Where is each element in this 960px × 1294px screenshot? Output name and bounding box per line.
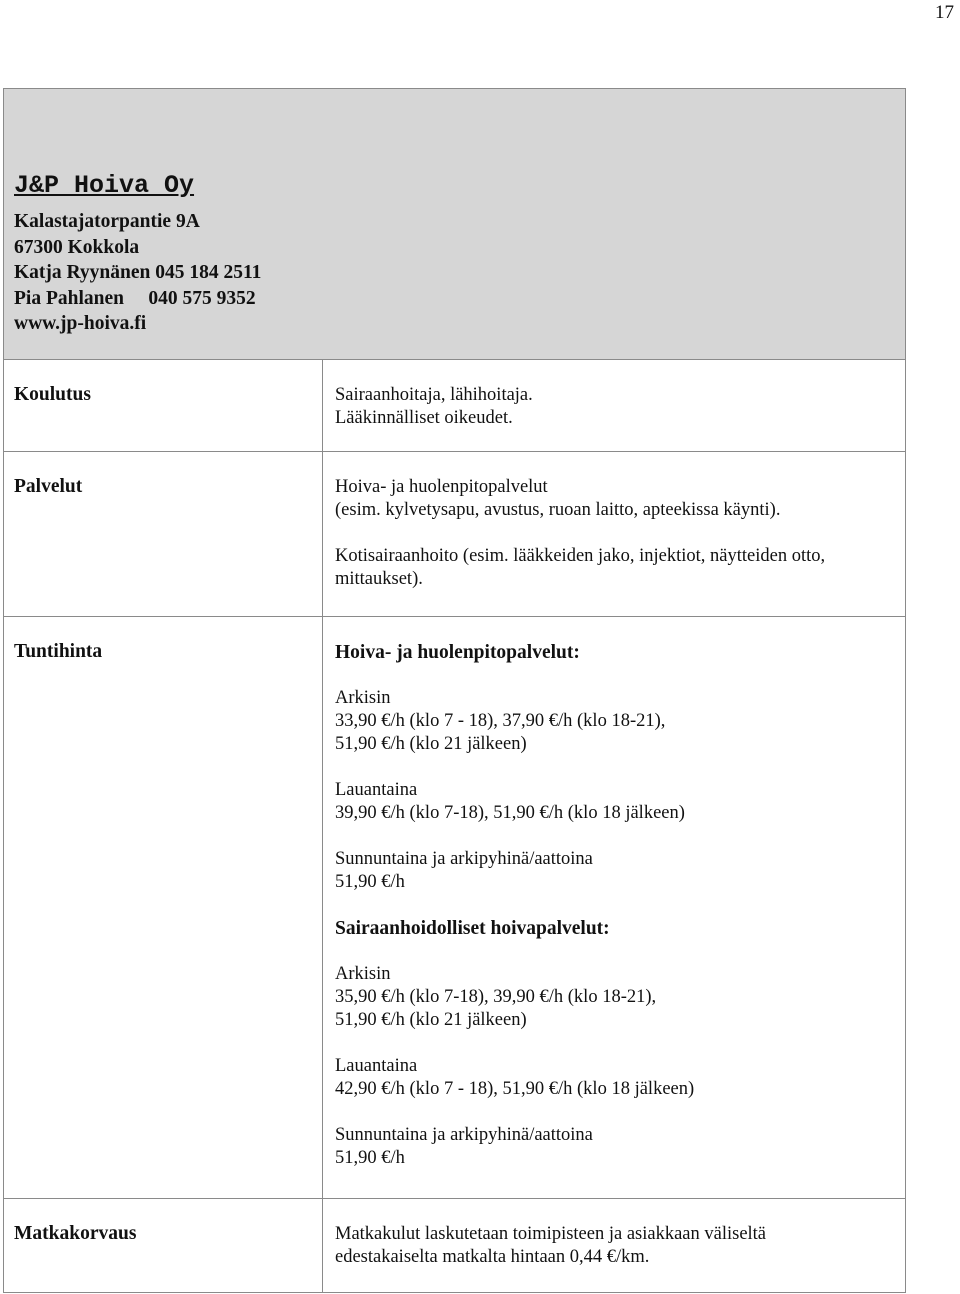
row-label-matkakorvaus: Matkakorvaus — [14, 1223, 137, 1244]
row-koulutus — [4, 360, 905, 452]
page-number: 17 — [935, 2, 954, 23]
palvelut-line: Hoiva- ja huolenpitopalvelut — [335, 477, 548, 497]
column-divider — [322, 452, 323, 616]
row-content-palvelut — [335, 476, 895, 591]
price-line: 42,90 €/h (klo 7 - 18), 51,90 €/h (klo 18 jälkeen) — [335, 1079, 695, 1099]
koulutus-line: Lääkinnälliset oikeudet. — [335, 408, 513, 428]
row-content-koulutus — [335, 384, 895, 430]
price-day-label: Lauantaina — [335, 780, 418, 800]
palvelut-line: (esim. kylvetysapu, avustus, ruoan laitto, apteekissa käynti). — [335, 500, 781, 520]
column-divider — [322, 360, 323, 451]
company-name: J&P Hoiva Oy — [14, 171, 195, 200]
koulutus-line: Sairaanhoitaja, lähihoitaja. — [335, 385, 533, 405]
row-matkakorvaus — [4, 1199, 905, 1292]
matkakorvaus-line: edestakaiselta matkalta hintaan 0,44 €/km. — [335, 1247, 650, 1267]
column-divider — [322, 617, 323, 1198]
price-day-label: Sunnuntaina ja arkipyhinä/aattoina — [335, 849, 593, 869]
company-details — [14, 209, 261, 337]
row-content-tuntihinta — [335, 641, 895, 1170]
row-label-koulutus: Koulutus — [14, 384, 91, 405]
price-day-label: Arkisin — [335, 964, 391, 984]
company-address: Kalastajatorpantie 9A — [14, 211, 200, 232]
price-day-label: Arkisin — [335, 688, 391, 708]
price-line: 51,90 €/h — [335, 872, 405, 892]
price-line: 35,90 €/h (klo 7-18), 39,90 €/h (klo 18-21), — [335, 987, 657, 1007]
row-label-tuntihinta: Tuntihinta — [14, 641, 103, 662]
company-header — [4, 89, 905, 360]
company-website: www.jp-hoiva.fi — [14, 313, 147, 334]
matkakorvaus-line: Matkakulut laskutetaan toimipisteen ja asiakkaan väliseltä — [335, 1224, 767, 1244]
row-content-matkakorvaus — [335, 1223, 895, 1269]
price-line: 51,90 €/h (klo 21 jälkeen) — [335, 1010, 527, 1030]
company-contact-1: Katja Ryynänen 045 184 2511 — [14, 262, 262, 283]
palvelut-line: Kotisairaanhoito (esim. lääkkeiden jako, injektiot, näytteiden otto, — [335, 546, 826, 566]
hoiva-heading: Hoiva- ja huolenpitopalvelut: — [335, 642, 580, 663]
company-contact-2: Pia Pahlanen 040 575 9352 — [14, 287, 256, 309]
price-line: 39,90 €/h (klo 7-18), 51,90 €/h (klo 18 jälkeen) — [335, 803, 685, 823]
row-tuntihinta — [4, 617, 905, 1199]
info-table — [3, 88, 906, 1293]
price-line: 51,90 €/h (klo 21 jälkeen) — [335, 734, 527, 754]
column-divider — [322, 1199, 323, 1292]
price-line: 33,90 €/h (klo 7 - 18), 37,90 €/h (klo 18-21), — [335, 711, 666, 731]
sairaanhoito-heading: Sairaanhoidolliset hoivapalvelut: — [335, 918, 610, 939]
row-label-palvelut: Palvelut — [14, 476, 83, 497]
price-line: 51,90 €/h — [335, 1148, 405, 1168]
row-palvelut — [4, 452, 905, 617]
price-day-label: Sunnuntaina ja arkipyhinä/aattoina — [335, 1125, 593, 1145]
price-day-label: Lauantaina — [335, 1056, 418, 1076]
palvelut-line: mittaukset). — [335, 569, 423, 589]
company-postal: 67300 Kokkola — [14, 236, 140, 258]
